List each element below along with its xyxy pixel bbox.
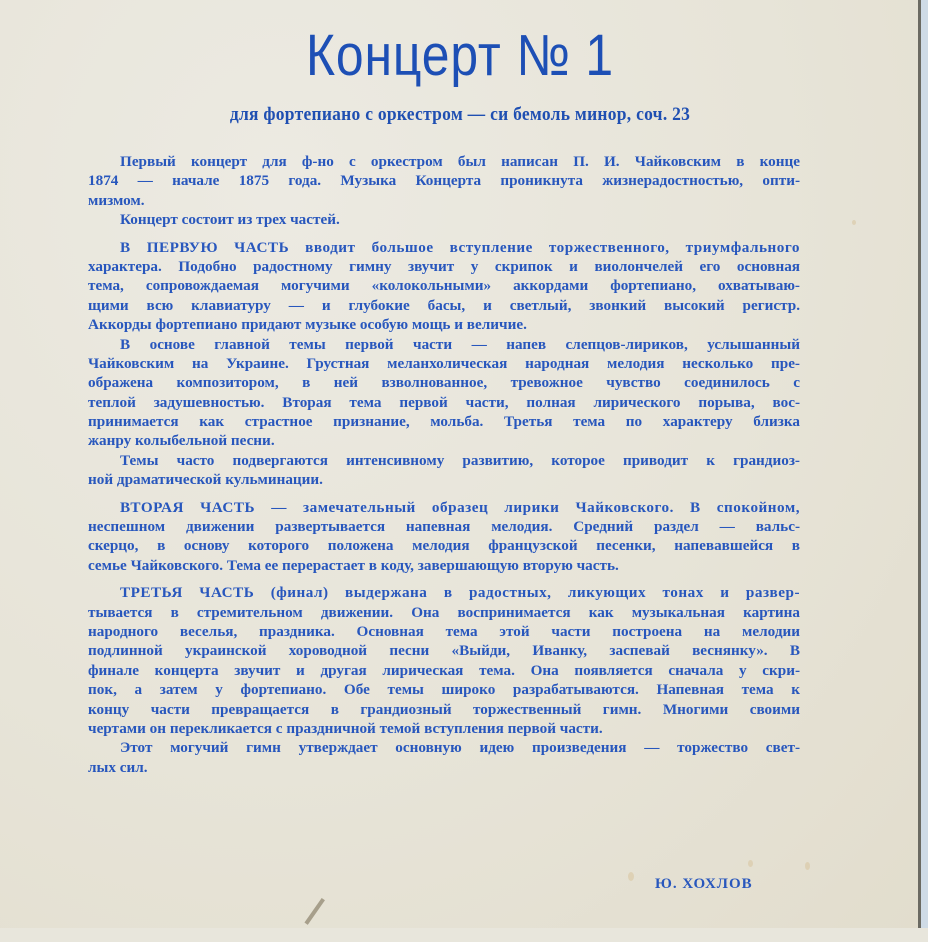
paragraph-third-movement (88, 583, 800, 738)
text-line: жанру колыбельной песни. (88, 432, 275, 450)
text-line: В ПЕРВУЮ ЧАСТЬ вводит большое вступление торжественного, триумфального (120, 238, 800, 256)
page-subtitle: для фортепиано с оркестром — си бемоль минор, соч. 23 (229, 104, 691, 125)
text-line: ВТОРАЯ ЧАСТЬ — замечательный образец лирики Чайковского. В спокойном, (120, 498, 800, 516)
paragraph (88, 738, 800, 777)
text-line: лых сил. (88, 758, 148, 776)
paper-stain (628, 872, 634, 881)
paper-stain (852, 220, 856, 225)
paragraph (88, 152, 800, 210)
text-line: тывается в стремительном движении. Она воспринимается как музыкальная картина (88, 603, 800, 621)
text-line: народного веселья, праздника. Основная тема этой части построена на мелодии (88, 622, 800, 640)
text-line: Этот могучий гимн утверждает основную идею произведения — торжество свет- (120, 739, 800, 757)
text-line: Темы часто подвергаются интенсивному развитию, которое приводит к грандиоз- (120, 451, 800, 469)
paper-stain (805, 862, 810, 870)
document-body (88, 152, 800, 777)
text-line: принимается как страстное признание, мольба. Третья тема по характеру близка (88, 413, 800, 431)
page-title: Концерт № 1 (305, 23, 615, 88)
text-line: Аккорды фортепиано придают музыке особую мощь и величие. (88, 316, 527, 334)
text-line: концу части превращается в грандиозный торжественный гимн. Многими своими (88, 700, 800, 718)
text-line: Концерт состоит из трех частей. (120, 211, 340, 229)
text-line: скерцо, в основу которого положена мелодия французской песенки, напевавшейся в (88, 537, 800, 555)
text-line: ображена композитором, в ней взволнованное, тревожное чувство соединилось с (88, 374, 800, 392)
text-line: характера. Подобно радостному гимну звучит у скрипок и виолончелей его основная (88, 257, 800, 275)
text-line: щими всю клавиатуру — и глубокие басы, и светлый, звонкий высокий регистр. (88, 296, 800, 314)
paragraph-second-movement (88, 498, 800, 576)
text-line: 1874 — начале 1875 года. Музыка Концерта проникнута жизнерадостностью, опти- (88, 172, 800, 190)
text-line: Чайковским на Украине. Грустная меланхолическая народная мелодия несколько пре- (88, 354, 800, 372)
background-beyond-page (921, 0, 928, 928)
text-line: ной драматической кульминации. (88, 471, 323, 489)
text-line: неспешном движении развертывается напевная мелодия. Средний раздел — вальс- (88, 518, 800, 536)
text-line: Первый концерт для ф-но с оркестром был написан П. И. Чайковским в конце (120, 153, 800, 170)
text-line: мизмом. (88, 191, 145, 209)
paragraph-first-movement (88, 238, 800, 335)
text-line: В основе главной темы первой части — напев слепцов-лириков, услышанный (120, 335, 800, 353)
text-line: финале концерта звучит и другая лирическая тема. Она появляется сначала у скри- (88, 661, 800, 679)
paper-stain (748, 860, 753, 867)
author-signature: Ю. ХОХЛОВ (655, 876, 753, 892)
paragraph (88, 210, 800, 229)
text-line: чертами он перекликается с праздничной темой вступления первой части. (88, 719, 603, 737)
text-line: теплой задушевностью. Вторая тема первой части, полная лирического порыва, вос- (88, 393, 800, 411)
text-line: тема, сопровождаемая могучими «колокольными» аккордами фортепиано, охватываю- (88, 277, 800, 295)
text-line: пок, а затем у фортепиано. Обе темы широко разрабатываются. Напевная тема к (88, 681, 800, 699)
paragraph (88, 335, 800, 451)
text-line: подлинной украинской хороводной песни «Выйди, Иванку, заспевай веснянку». В (88, 642, 800, 660)
text-line: семье Чайковского. Тема ее перерастает в коду, завершающую вторую часть. (88, 556, 619, 574)
paragraph (88, 451, 800, 490)
text-line: ТРЕТЬЯ ЧАСТЬ (финал) выдержана в радостных, ликующих тонах и развер- (120, 584, 800, 602)
